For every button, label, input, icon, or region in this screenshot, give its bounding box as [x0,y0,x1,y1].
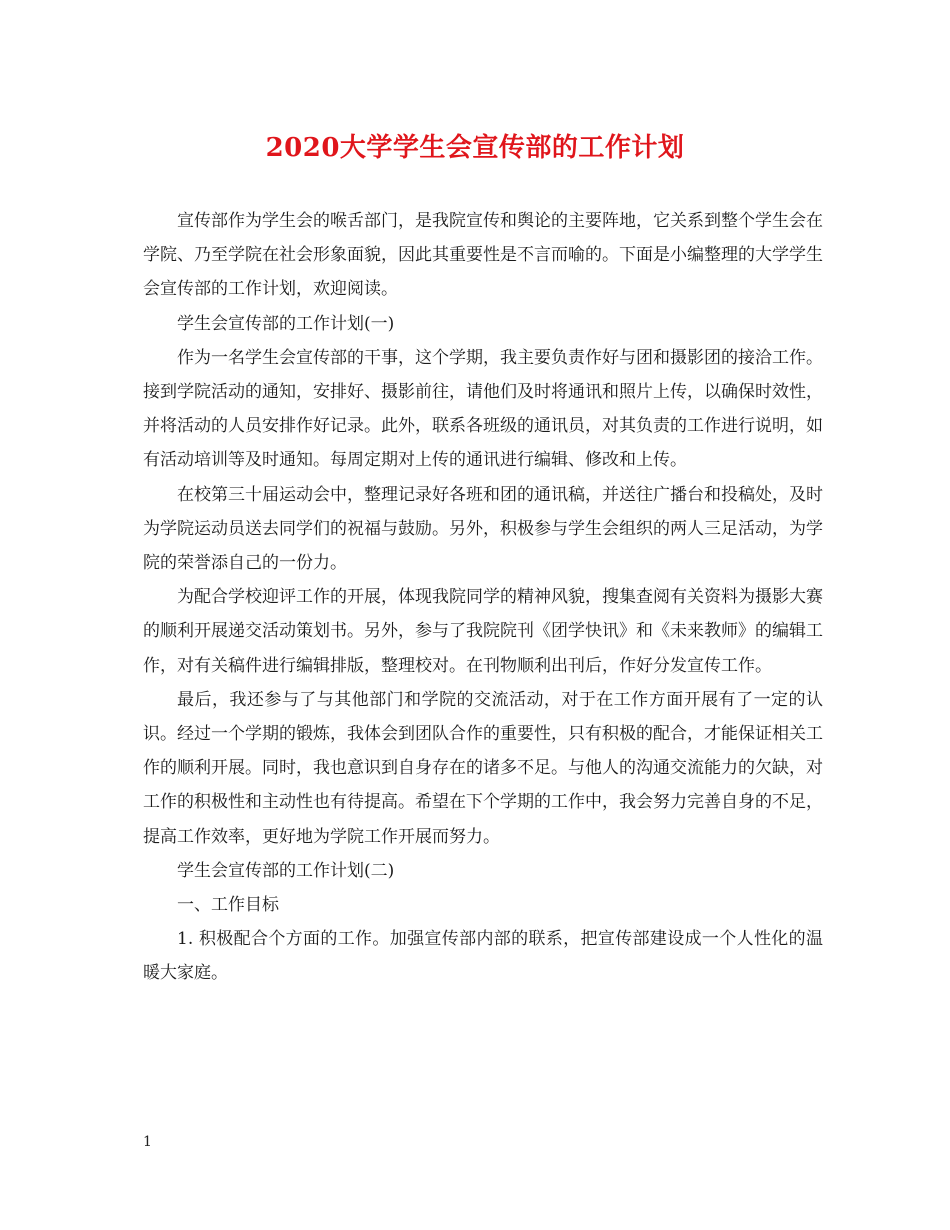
subheading-work-goals: 一、工作目标 [177,895,279,916]
paragraph-summary: 最后，我还参与了与其他部门和学院的交流活动，对于在工作方面开展有了一定的认识。经过一个学期的锻炼，我体会到团队合作的重要性，只有积极的配合，才能保证相关工作的顺利开展。同时，我也意识到自身存在的诸多不足。与他人的沟通交流能力的欠缺，对工作的积极性和主动性也有待提高。希望在下个学期的工作中，我会努力完善自身的不足，提高工作效率，更好地为学院工作开展而努力。 [143,689,823,847]
section-heading-plan-one: 学生会宣传部的工作计划(一) [177,313,395,334]
paragraph-sports-meet: 在校第三十届运动会中，整理记录好各班和团的通讯稿，并送往广播台和投稿处，及时为学院运动员送去同学们的祝福与鼓励。另外，积极参与学生会组织的两人三足活动，为学院的荣誉添自己的一份力。 [143,484,823,574]
paragraph-duties: 作为一名学生会宣传部的干事，这个学期，我主要负责作好与团和摄影团的接洽工作。接到学院活动的通知，安排好、摄影前往，请他们及时将通讯和照片上传，以确保时效性，并将活动的人员安排作好记录。此外，联系各班级的通讯员，对其负责的工作进行说明，如有活动培训等及时通知。每周定期对上传的通讯进行编辑、修改和上传。 [143,347,823,471]
page-number: 1 [143,1134,152,1150]
section-heading-plan-two: 学生会宣传部的工作计划(二) [177,860,395,881]
paragraph-intro: 宣传部作为学生会的喉舌部门，是我院宣传和舆论的主要阵地，它关系到整个学生会在学院、乃至学院在社会形象面貌，因此其重要性是不言而喻的。下面是小编整理的大学学生会宣传部的工作计划，欢迎阅读。 [143,211,823,300]
list-item-goal-1: 1. 积极配合个方面的工作。加强宣传部内部的联系，把宣传部建设成一个人性化的温暖大家庭。 [143,929,823,984]
document-title: 2020大学学生会宣传部的工作计划 [265,133,685,163]
paragraph-evaluation: 为配合学校迎评工作的开展，体现我院同学的精神风貌，搜集查阅有关资料为摄影大赛的顺利开展递交活动策划书。另外，参与了我院院刊《团学快讯》和《未来教师》的编辑工作，对有关稿件进行编辑排版，整理校对。在刊物顺利出刊后，作好分发宣传工作。 [143,587,823,676]
document-body [143,204,823,991]
